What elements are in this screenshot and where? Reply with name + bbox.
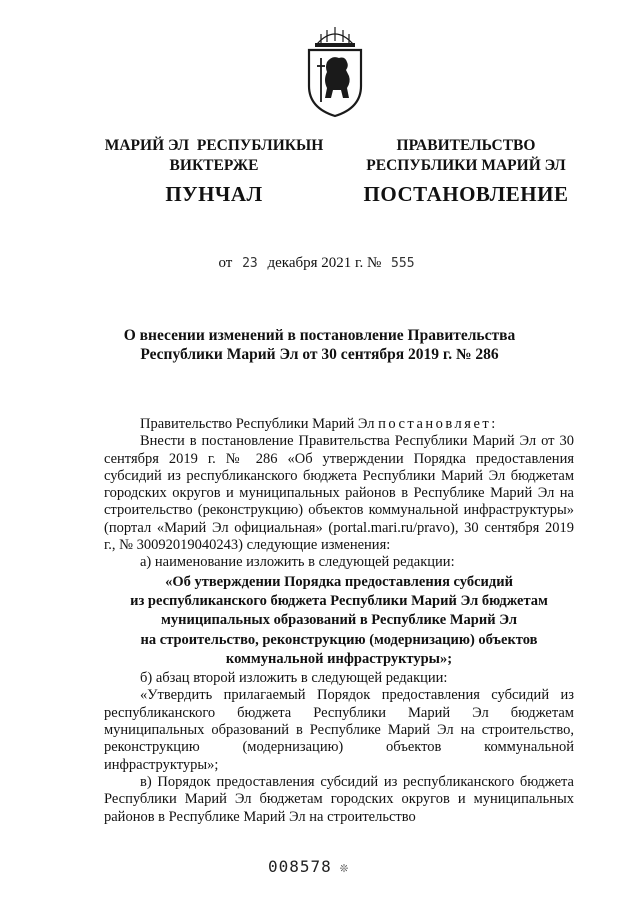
date-month-year: декабря 2021 г. №	[267, 255, 382, 271]
date-line	[0, 254, 639, 273]
new-title-line1: «Об утверждении Порядка предоставления субсидий	[165, 573, 513, 590]
coat-of-arms-icon	[299, 22, 371, 118]
body-paragraph-1	[104, 416, 574, 433]
new-title-line2: из республиканского бюджета Республики Марий Эл бюджетам	[130, 592, 548, 609]
date-day: 23	[242, 256, 258, 271]
body-paragraph-2: Внести в постановление Правительства Республики Марий Эл от 30 сентября 2019 г. № 286 «Об утверждении Порядка предоставления субсидий из республиканского бюджета Республики Марий Эл бюджетам городских округов и муниципальных районов в Республике Марий Эл на строительство (реконструкцию) объектов коммунальной инфраструктуры» (портал «Марий Эл официальная» (portal.mari.ru/pravo), 30 сентября 2019 г., № 30092019040243) следующие изменения:	[104, 433, 574, 554]
document-body	[104, 416, 574, 826]
header-left-line1: МАРИЙ ЭЛ РЕСПУБЛИКЫН	[104, 137, 324, 154]
serial-number	[268, 857, 349, 876]
title-line1: О внесении изменений в постановление Правительства	[123, 327, 516, 344]
p1-start: Правительство Республики Марий Эл	[140, 416, 379, 432]
body-paragraph-3: а) наименование изложить в следующей редакции:	[140, 554, 455, 571]
header-right-line2: РЕСПУБЛИКИ МАРИЙ ЭЛ	[366, 157, 566, 174]
date-prefix: от	[218, 255, 233, 271]
serial-mark-icon: ❊	[339, 860, 350, 876]
serial-digits: 008578	[268, 857, 332, 876]
body-paragraph-6: в) Порядок предоставления субсидий из республиканского бюджета Республики Марий Эл бюджетам городских округов и муниципальных районов в Республике Марий Эл на строительство	[104, 773, 574, 825]
new-title-block	[104, 574, 574, 668]
header-right-line1: ПРАВИТЕЛЬСТВО	[396, 137, 536, 154]
new-title-line3: муниципальных образований в Республике Марий Эл	[161, 612, 517, 629]
header-left-line2: ВИКТЕРЖЕ	[169, 157, 259, 174]
body-paragraph-4: б) абзац второй изложить в следующей редакции:	[140, 670, 448, 687]
body-paragraph-5: «Утвердить прилагаемый Порядок предоставления субсидий из республиканского бюджета Республики Марий Эл бюджетам муниципальных образований в Республике Марий Эл на строительство, реконструкцию (модернизацию) объектов коммунальной инфраструктуры»;	[104, 687, 574, 773]
document-number: 555	[391, 256, 415, 271]
document-title	[100, 326, 539, 364]
title-line2: Республики Марий Эл от 30 сентября 2019 г. № 286	[140, 346, 499, 363]
header-left-doc-type: ПУНЧАЛ	[165, 182, 263, 206]
p1-decree-word: постановляет	[378, 416, 492, 432]
header-right	[316, 136, 616, 207]
new-title-line4: на строительство, реконструкцию (модернизацию) объектов	[140, 631, 538, 648]
header-right-doc-type: ПОСТАНОВЛЕНИЕ	[363, 182, 569, 206]
new-title-line5: коммунальной инфраструктуры»;	[225, 650, 453, 667]
p1-end: :	[491, 416, 496, 432]
